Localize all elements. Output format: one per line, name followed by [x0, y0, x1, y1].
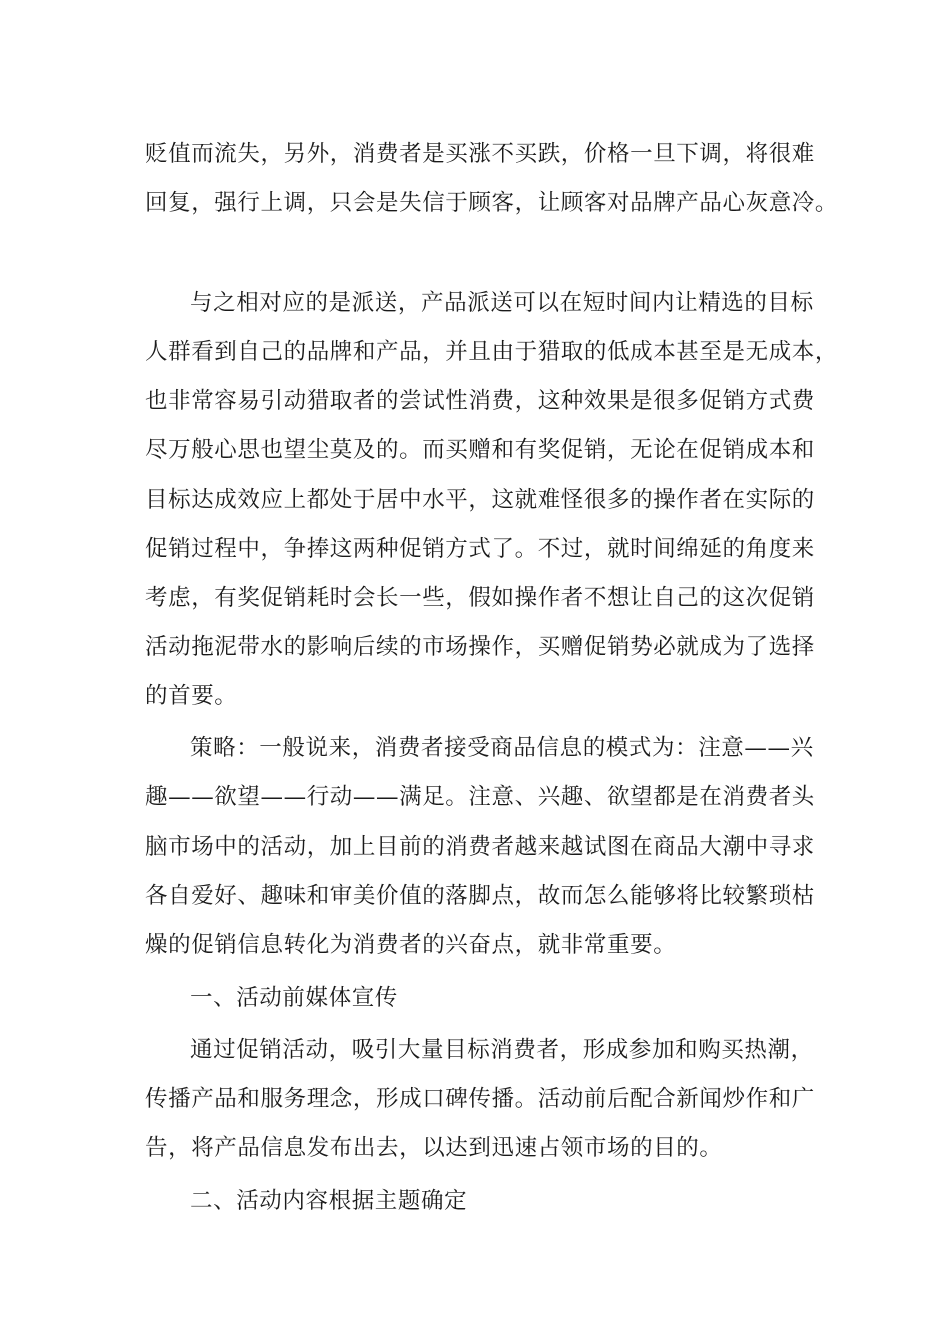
- paragraph-first-line: 策略：一般说来，消费者接受商品信息的模式为：注意——兴: [190, 735, 814, 761]
- text-line: 脑市场中的活动，加上目前的消费者越来越试图在商品大潮中寻求: [145, 834, 815, 860]
- text-line: 传播产品和服务理念，形成口碑传播。活动前后配合新闻炒作和广: [145, 1086, 815, 1112]
- text-line: 的首要。: [145, 683, 238, 709]
- text-line: 各自爱好、趣味和审美价值的落脚点，故而怎么能够将比较繁琐枯: [145, 883, 815, 909]
- text-line: 告，将产品信息发布出去，以达到迅速占领市场的目的。: [145, 1135, 723, 1161]
- text-line: 促销过程中，争捧这两种促销方式了。不过，就时间绵延的角度来: [145, 536, 815, 562]
- paragraph-first-line: 与之相对应的是派送，产品派送可以在短时间内让精选的目标: [190, 290, 814, 316]
- text-line: 考虑，有奖促销耗时会长一些，假如操作者不想让自己的这次促销: [145, 585, 815, 611]
- text-line: 尽万般心思也望尘莫及的。而买赠和有奖促销，无论在促销成本和: [145, 437, 815, 463]
- text-line: 贬值而流失，另外，消费者是买涨不买跌，价格一旦下调，将很难: [145, 141, 815, 167]
- text-line: 趣——欲望——行动——满足。注意、兴趣、欲望都是在消费者头: [145, 784, 815, 810]
- section-heading: 一、活动前媒体宣传: [190, 985, 398, 1011]
- paragraph-first-line: 通过促销活动，吸引大量目标消费者，形成参加和购买热潮，: [190, 1037, 814, 1063]
- text-line: 人群看到自己的品牌和产品，并且由于猎取的低成本甚至是无成本，: [145, 339, 839, 365]
- text-line: 活动拖泥带水的影响后续的市场操作，买赠促销势必就成为了选择: [145, 634, 815, 660]
- text-line: 目标达成效应上都处于居中水平，这就难怪很多的操作者在实际的: [145, 487, 815, 513]
- text-line: 燥的促销信息转化为消费者的兴奋点，就非常重要。: [145, 932, 677, 958]
- text-line: 回复，强行上调，只会是失信于顾客，让顾客对品牌产品心灰意冷。: [145, 190, 839, 216]
- text-line: 也非常容易引动猎取者的尝试性消费，这种效果是很多促销方式费: [145, 388, 815, 414]
- section-heading: 二、活动内容根据主题确定: [190, 1188, 468, 1214]
